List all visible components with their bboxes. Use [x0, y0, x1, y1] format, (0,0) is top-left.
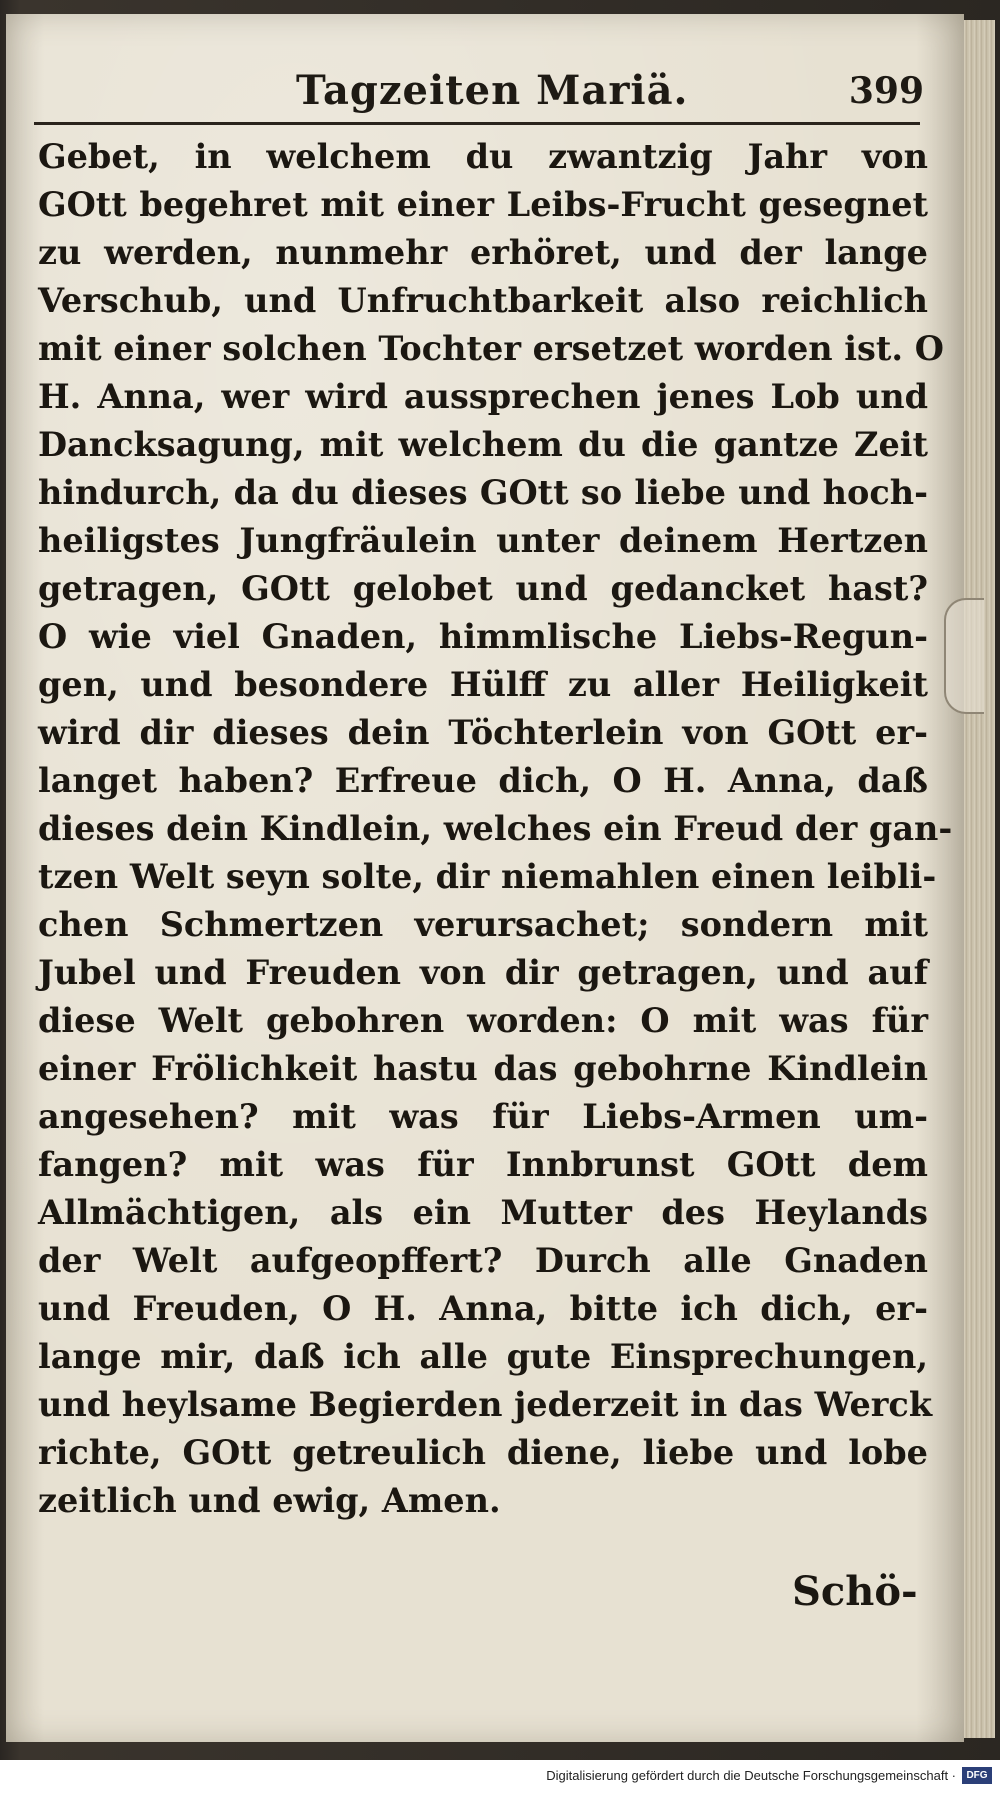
running-title: Tagzeiten Mariä.	[296, 67, 689, 114]
text-line: tzen Welt seyn solte, dir niemahlen einen leibli-	[38, 857, 937, 896]
page-tab-marker	[944, 598, 984, 714]
text-line: Dancksagung, mit welchem du die gantze Zeit	[38, 425, 928, 464]
text-line: O wie viel Gnaden, himmlische Liebs-Regun-	[38, 617, 928, 656]
text-line: langet haben? Erfreue dich, O H. Anna, daß	[38, 761, 928, 800]
body-text	[38, 133, 953, 1525]
text-line: GOtt begehret mit einer Leibs-Frucht gesegnet	[38, 185, 928, 224]
dfg-logo: DFG	[962, 1767, 992, 1784]
catchword: Schö-	[792, 1568, 918, 1615]
digitization-footer	[0, 1760, 1000, 1793]
text-line: Verschub, und Unfruchtbarkeit also reichlich	[38, 281, 928, 320]
funding-credit: Digitalisierung gefördert durch die Deutsche Forschungsgemeinschaft ·	[546, 1768, 956, 1783]
header-rule	[34, 122, 920, 125]
text-line: dieses dein Kindlein, welches ein Freud der gan-	[38, 809, 953, 848]
text-line: und heylsame Begierden jederzeit in das Werck	[38, 1385, 933, 1424]
text-line: angesehen? mit was für Liebs-Armen um-	[38, 1097, 928, 1136]
text-line: und Freuden, O H. Anna, bitte ich dich, er-	[38, 1289, 928, 1328]
text-line: richte, GOtt getreulich diene, liebe und lobe	[38, 1433, 928, 1472]
text-line: gen, und besondere Hülff zu aller Heiligkeit	[38, 665, 928, 704]
text-line: hindurch, da du dieses GOtt so liebe und hoch-	[38, 473, 928, 512]
text-line: wird dir dieses dein Töchterlein von GOtt er-	[38, 713, 928, 752]
text-line: der Welt aufgeopffert? Durch alle Gnaden	[38, 1241, 928, 1280]
text-line: einer Frölichkeit hastu das gebohrne Kindlein	[38, 1049, 928, 1088]
page-header	[36, 62, 924, 120]
text-line: heiligstes Jungfräulein unter deinem Hertzen	[38, 521, 928, 560]
text-line-last: zeitlich und ewig, Amen.	[38, 1481, 501, 1520]
text-line: diese Welt gebohren worden: O mit was für	[38, 1001, 928, 1040]
text-line: chen Schmertzen verursachet; sondern mit	[38, 905, 928, 944]
text-line: Jubel und Freuden von dir getragen, und auf	[38, 953, 928, 992]
text-line: mit einer solchen Tochter ersetzet worden ist. O	[38, 329, 944, 368]
text-line: Allmächtigen, als ein Mutter des Heylands	[38, 1193, 928, 1232]
page-number: 399	[848, 70, 924, 112]
text-line: H. Anna, wer wird aussprechen jenes Lob und	[38, 377, 928, 416]
text-line: Gebet, in welchem du zwantzig Jahr von	[38, 137, 928, 176]
text-line: fangen? mit was für Innbrunst GOtt dem	[38, 1145, 928, 1184]
text-line: lange mir, daß ich alle gute Einsprechungen,	[38, 1337, 928, 1376]
book-fore-edge	[962, 20, 995, 1738]
text-line: getragen, GOtt gelobet und gedancket hast?	[38, 569, 928, 608]
text-line: zu werden, nunmehr erhöret, und der lange	[38, 233, 928, 272]
